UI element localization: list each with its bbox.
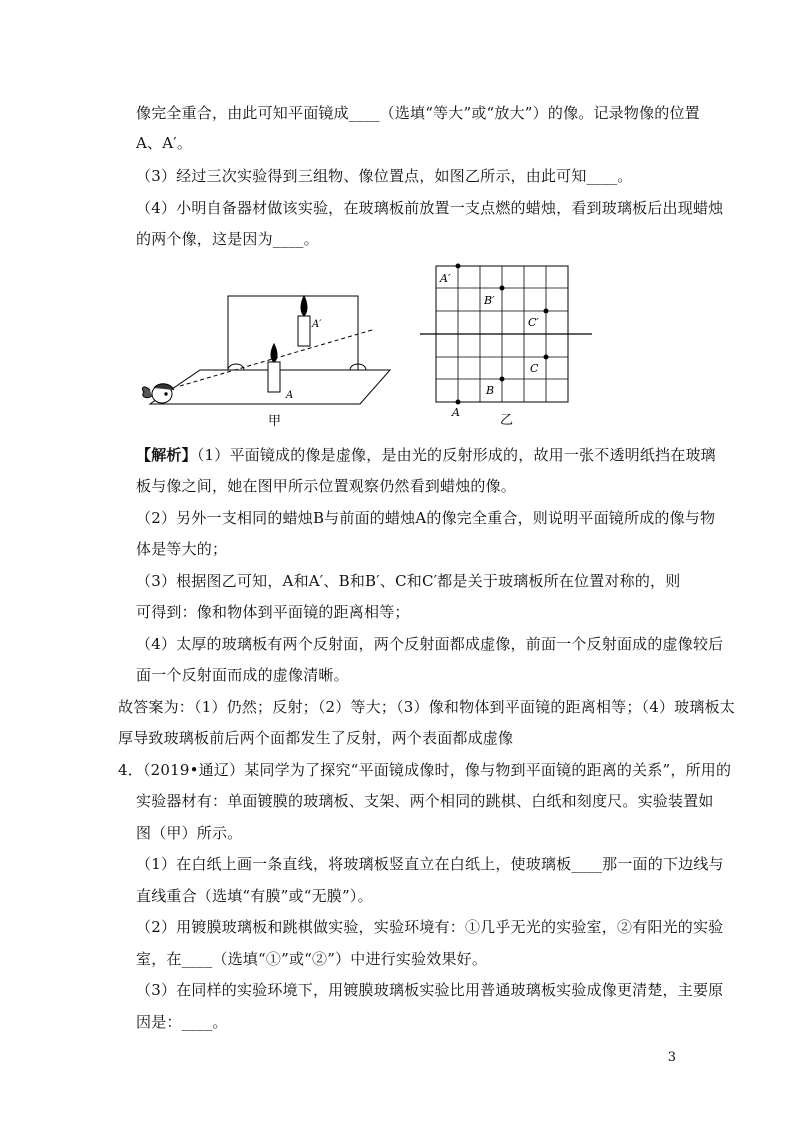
flame-a — [271, 344, 277, 362]
point-a-prime — [456, 264, 460, 268]
answer-line: 厚导致玻璃板前后两个面都发生了反射，两个表面都成虚像 — [118, 729, 514, 747]
text-line: 像完全重合，由此可知平面镜成____（选填“等大”或“放大”）的像。记录物像的位置 — [136, 104, 700, 122]
label-yi-b: B — [486, 384, 495, 397]
analysis-line: 面一个反射面而成的虚像清晰。 — [136, 666, 349, 684]
point-b-prime — [500, 286, 504, 290]
glass-plate — [228, 296, 358, 370]
support-left — [228, 364, 244, 370]
question-line: 因是：____。 — [136, 1013, 228, 1031]
candle-a — [268, 362, 280, 392]
analysis-text: （1）平面镜成的像是虚像，是由光的反射形成的，故用一张不透明纸挡在玻璃 — [196, 446, 716, 464]
question-line: （1）在白纸上画一条直线，将玻璃板竖直立在白纸上，使玻璃板____那一面的下边线与 — [136, 855, 724, 873]
label-yi-a: A — [452, 406, 460, 419]
label-yi-c-prime: C′ — [528, 316, 539, 329]
flame-image — [301, 296, 307, 316]
label-a-prime: A′ — [312, 319, 322, 330]
point-c — [544, 355, 548, 359]
figure-jia — [142, 296, 390, 404]
answer-line: 故答案为：（1）仍然；反射；（2）等大；（3）像和物体到平面镜的距离相等；（4）玻璃板太 — [118, 698, 735, 716]
question-line: 室，在____（选填“①”或“②”）中进行实验效果好。 — [136, 950, 488, 968]
caption-jia: 甲 — [268, 414, 282, 429]
candle-image — [298, 316, 310, 346]
question-line: （2）用镀膜玻璃板和跳棋做实验，实验环境有：①几乎无光的实验室，②有阳光的实验 — [136, 918, 724, 936]
text-line: A、A′。 — [136, 134, 193, 152]
point-a — [456, 400, 460, 404]
analysis-line: （2）另外一支相同的蜡烛B与前面的蜡烛A的像完全重合，则说明平面镜所成的像与物 — [136, 509, 716, 527]
label-yi-b-prime: B′ — [484, 294, 495, 307]
question-line: （3）在同样的实验环境下，用镀膜玻璃板实验比用普通玻璃板实验成像更清楚，主要原 — [136, 981, 724, 999]
text-line: （4）小明自备器材做该实验，在玻璃板前放置一支点燃的蜡烛，看到玻璃板后出现蜡烛 — [136, 199, 724, 217]
question-line: 直线重合（选填“有膜”或“无膜”）。 — [136, 887, 373, 905]
analysis-line — [136, 444, 716, 466]
text-line: （3）经过三次实验得到三组物、像位置点，如图乙所示，由此可知____。 — [136, 167, 633, 185]
label-yi-a-prime: A′ — [440, 272, 451, 285]
analysis-line: 板与像之间，她在图甲所示位置观察仍然看到蜡烛的像。 — [136, 477, 517, 495]
analysis-line: （3）根据图乙可知，A和A′、B和B′、C和C′都是关于玻璃板所在位置对称的，则 — [136, 572, 681, 590]
point-b — [500, 377, 504, 381]
question-line: 图（甲）所示。 — [136, 824, 243, 842]
page-number: 3 — [667, 1050, 676, 1065]
analysis-line: （4）太厚的玻璃板有两个反射面，两个反射面都成虚像，前面一个反射面成的虚像较后 — [136, 635, 724, 653]
label-a: A — [286, 390, 294, 401]
point-c-prime — [544, 309, 548, 313]
figure-yi — [420, 264, 592, 404]
analysis-tag: 【解析】 — [136, 446, 197, 464]
question-line: 4．（2019•通辽）某同学为了探究“平面镜成像时，像与物到平面镜的距离的关系”，所用的 — [118, 761, 732, 779]
text-line: 的两个像，这是因为____。 — [136, 230, 319, 248]
label-yi-c: C — [530, 362, 539, 375]
analysis-line: 体是等大的； — [136, 540, 228, 558]
question-line: 实验器材有：单面镀膜的玻璃板、支架、两个相同的跳棋、白纸和刻度尺。实验装置如 — [136, 792, 714, 810]
figure-svg — [140, 258, 610, 438]
analysis-line: 可得到：像和物体到平面镜的距离相等； — [136, 603, 410, 621]
observer-icon — [142, 384, 174, 403]
caption-yi: 乙 — [500, 413, 514, 428]
experiment-figure — [140, 258, 610, 438]
